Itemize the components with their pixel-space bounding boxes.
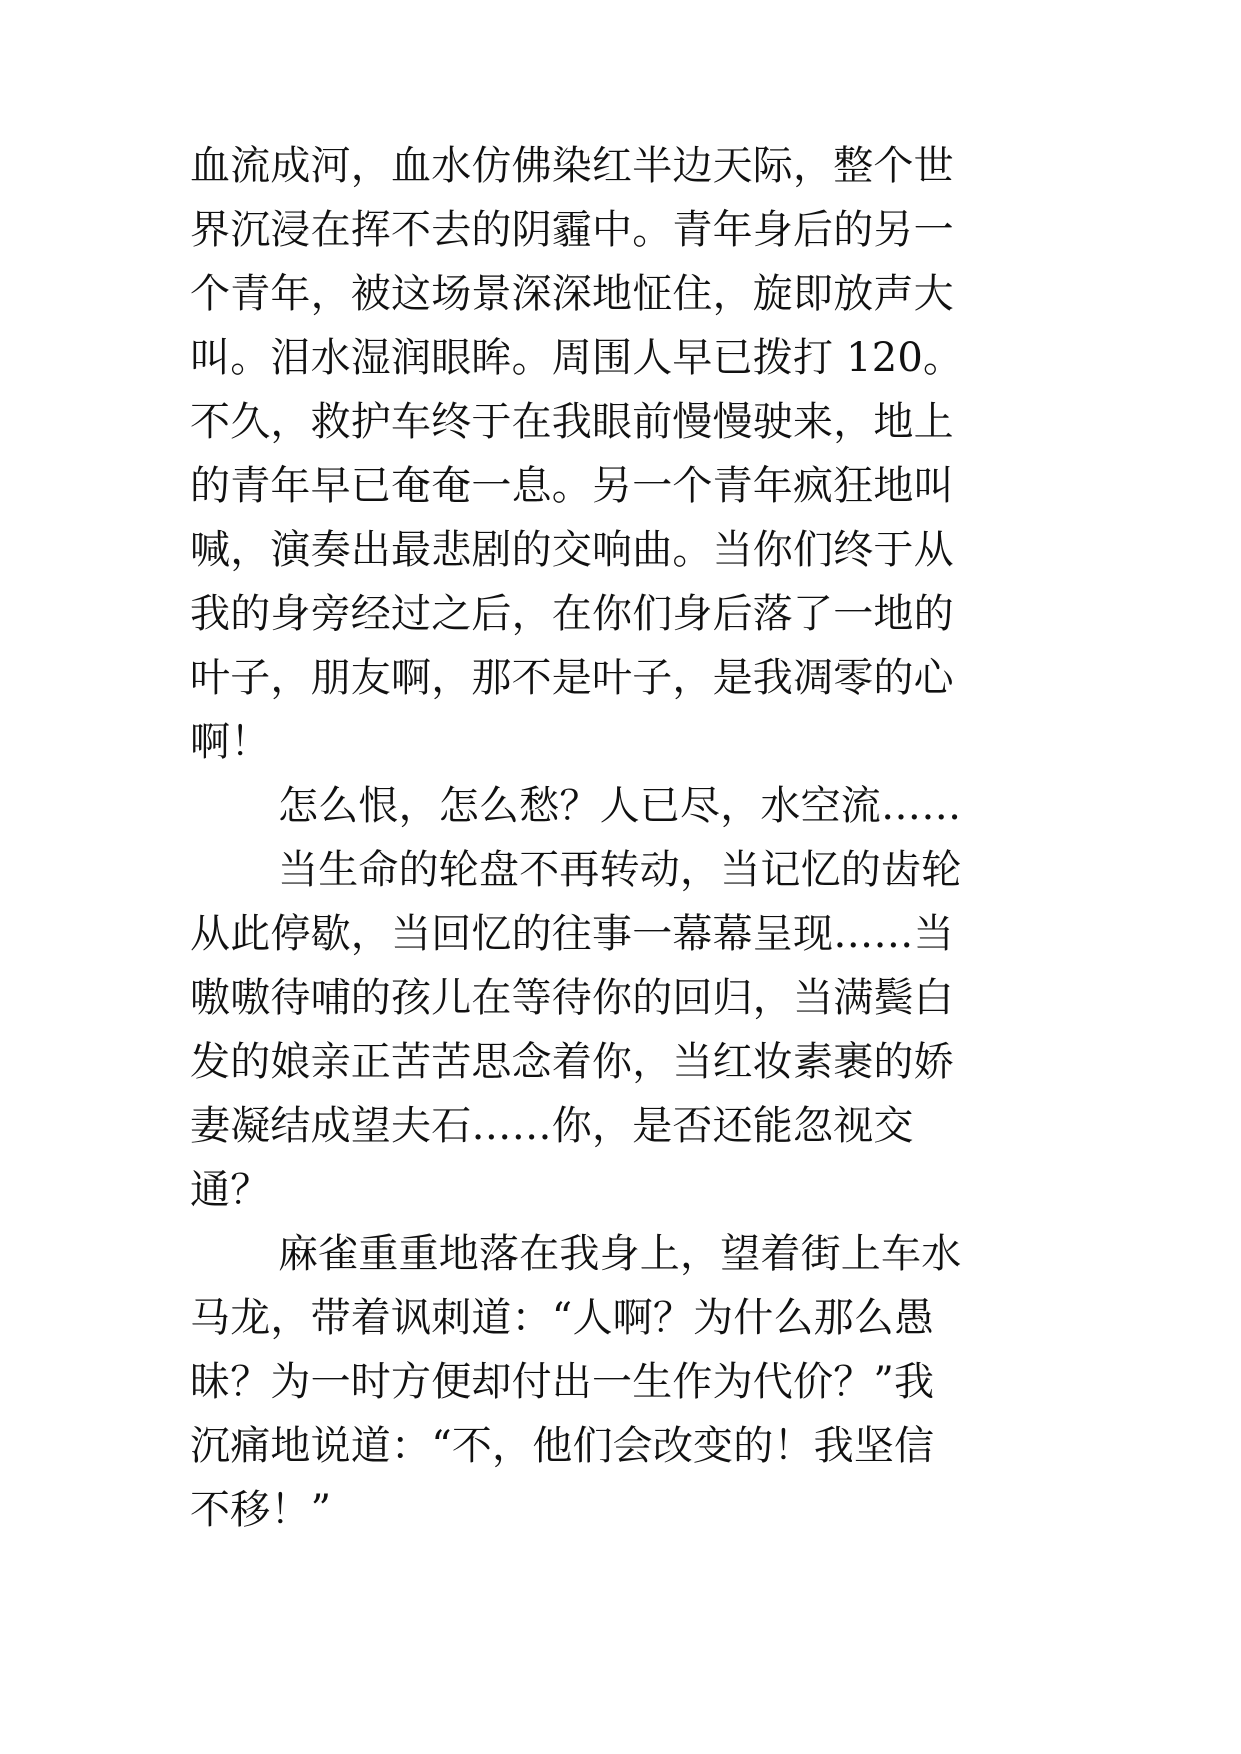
text-line: 不移！” bbox=[190, 1487, 332, 1533]
text-line: 通？ bbox=[190, 1167, 271, 1213]
text-line: 妻凝结成望夫石……你，是否还能忽视交 bbox=[190, 1103, 914, 1149]
text-line: 麻雀重重地落在我身上，望着街上车水 bbox=[278, 1231, 962, 1277]
text-line: 不久，救护车终于在我眼前慢慢驶来，地上 bbox=[190, 399, 954, 445]
text-line: 的青年早已奄奄一息。另一个青年疯狂地叫 bbox=[190, 463, 954, 509]
text-line: 当生命的轮盘不再转动，当记忆的齿轮 bbox=[278, 847, 962, 893]
text-line: 沉痛地说道：“不，他们会改变的！我坚信 bbox=[190, 1423, 935, 1469]
text-line: 啊！ bbox=[190, 719, 271, 765]
text-line: 界沉浸在挥不去的阴霾中。青年身后的另一 bbox=[190, 207, 954, 253]
text-line: 从此停歇，当回忆的往事一幕幕呈现……当 bbox=[190, 911, 954, 957]
text-line: 个青年，被这场景深深地怔住，旋即放声大 bbox=[190, 271, 954, 317]
text-line: 嗷嗷待哺的孩儿在等待你的回归，当满鬓白 bbox=[190, 975, 954, 1021]
text-line: 叶子，朋友啊，那不是叶子，是我凋零的心 bbox=[190, 655, 954, 701]
text-line: 马龙，带着讽刺道：“人啊？为什么那么愚 bbox=[190, 1295, 935, 1341]
text-line: 我的身旁经过之后，在你们身后落了一地的 bbox=[190, 591, 954, 637]
text-line: 怎么恨，怎么愁？人已尽，水空流…… bbox=[278, 783, 962, 829]
text-line: 发的娘亲正苦苦思念着你，当红妆素裹的娇 bbox=[190, 1039, 954, 1085]
text-line: 血流成河，血水仿佛染红半边天际，整个世 bbox=[190, 143, 954, 189]
text-line: 喊，演奏出最悲剧的交响曲。当你们终于从 bbox=[190, 527, 954, 573]
text-line: 叫。泪水湿润眼眸。周围人早已拨打 120。 bbox=[190, 335, 964, 381]
text-line: 昧？为一时方便却付出一生作为代价？”我 bbox=[190, 1359, 935, 1405]
